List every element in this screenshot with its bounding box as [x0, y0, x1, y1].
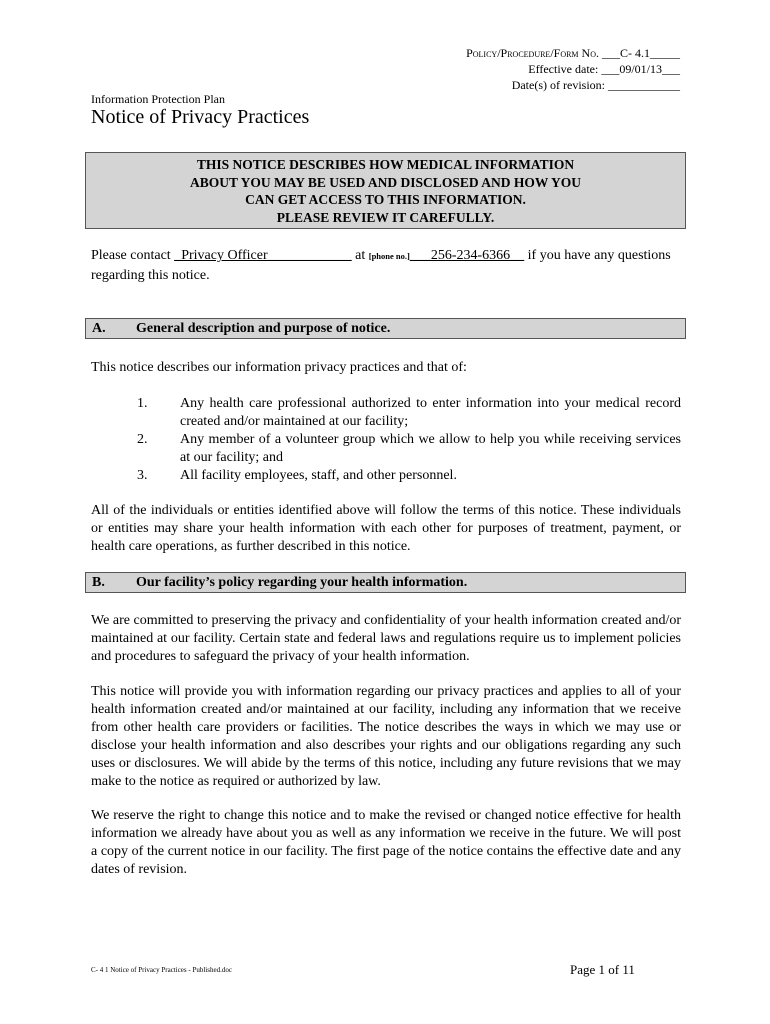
section-b-paragraph-1: We are committed to preserving the privacy and confidentiality of your health information created and/or maintained at our facility. Certain state and federal laws and regulations require us to implement policies and procedures to safeguard the privacy of your health information.	[91, 613, 681, 664]
effective-date-value: ___09/01/13___	[601, 62, 680, 76]
list-item	[91, 431, 681, 467]
banner-line: PLEASE REVIEW IT CAREFULLY.	[276, 209, 495, 225]
banner-line: ABOUT YOU MAY BE USED AND DISCLOSED AND HOW YOU	[190, 174, 581, 190]
policy-number-label: Policy/Procedure/Form No.	[466, 46, 599, 60]
list-item	[91, 467, 681, 485]
policy-number-row	[466, 45, 680, 61]
banner-line: CAN GET ACCESS TO THIS INFORMATION.	[245, 192, 526, 207]
list-text: Any health care professional authorized to enter information into your medical record created and/or maintained at our facility;	[180, 396, 681, 429]
revision-date-row	[466, 77, 680, 93]
page-number: Page 1 of 11	[570, 962, 635, 977]
effective-date-row	[466, 61, 680, 77]
section-b-paragraph-2: This notice will provide you with information regarding our privacy practices and applies to all of your health information created and/or maintained at our facility, including any information that we receive from other health care providers or facilities. The notice describes the ways in which we may use or disclose your health information and also describes your rights and our obligations regarding any such uses or disclosures. We will abide by the terms of this notice, including any future revisions that we may make to the notice as required or authorized by law.	[91, 684, 681, 789]
phone-label: [phone no.]	[368, 251, 410, 261]
list-text: Any member of a volunteer group which we allow to help you while receiving services at our facility; and	[180, 432, 681, 465]
contact-phone: ___256-234-6366__	[409, 248, 525, 263]
list-number: 1.	[137, 396, 148, 411]
contact-officer: _Privacy Officer____________	[174, 248, 352, 263]
notice-banner	[85, 152, 686, 229]
section-a-intro: This notice describes our information privacy practices and that of:	[91, 360, 467, 375]
list-number: 2.	[137, 432, 148, 447]
contact-prefix: Please contact	[91, 248, 175, 263]
section-title: Our facility’s policy regarding your health information.	[136, 575, 468, 590]
contact-at: at	[351, 248, 369, 263]
effective-date-label: Effective date:	[528, 62, 599, 76]
list-number: 3.	[137, 468, 148, 483]
form-metadata	[466, 45, 680, 93]
revision-date-value: ____________	[608, 78, 680, 92]
section-a-follow: All of the individuals or entities identified above will follow the terms of this notice. These individuals or entities may share your health information with each other for purposes of treatment, payment, or health care operations, as further described in this notice.	[91, 503, 681, 554]
footer-filename: C- 4 1 Notice of Privacy Practices - Published.doc	[91, 966, 232, 974]
plan-label: Information Protection Plan	[91, 92, 225, 106]
revision-date-label: Date(s) of revision:	[511, 78, 605, 92]
banner-line: THIS NOTICE DESCRIBES HOW MEDICAL INFORMATION	[196, 157, 575, 172]
page-title: Notice of Privacy Practices	[91, 106, 310, 128]
section-letter: A.	[92, 321, 106, 336]
contact-paragraph	[91, 246, 687, 285]
section-b-heading	[85, 572, 686, 593]
section-b-paragraph-3: We reserve the right to change this notice and to make the revised or changed notice effective for health information we already have about you as well as any information we receive in the future. We will post a copy of the current notice in our facility. The first page of the notice contains the effective date and any dates of revision.	[91, 808, 681, 877]
contact-suffix: if you have any questions regarding this notice.	[91, 248, 671, 283]
list-item	[91, 395, 681, 431]
section-letter: B.	[92, 575, 105, 590]
section-a-list	[91, 395, 681, 485]
policy-number-value: ___C- 4.1_____	[602, 46, 680, 60]
section-title: General description and purpose of notice.	[136, 321, 391, 336]
list-text: All facility employees, staff, and other personnel.	[180, 468, 457, 483]
section-a-heading	[85, 318, 686, 339]
